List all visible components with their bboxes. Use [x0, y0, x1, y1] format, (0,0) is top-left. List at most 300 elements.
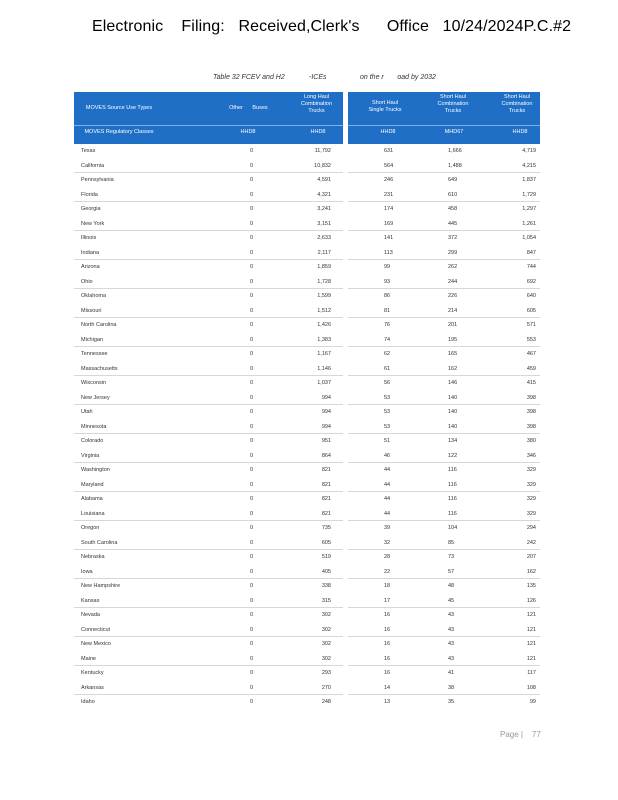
- state-name: Wisconsin: [81, 380, 107, 386]
- header-short-comb-2-l2: Combination: [501, 101, 533, 107]
- table-row: [348, 565, 540, 580]
- other-buses-value: 0: [250, 655, 254, 662]
- state-name: New Hampshire: [81, 583, 121, 589]
- long-haul-value: 1,426: [317, 322, 331, 328]
- short-haul-single-value: 16: [384, 670, 391, 676]
- other-buses-value: 0: [250, 452, 254, 459]
- short-haul-comb-value: 140: [448, 394, 458, 401]
- table-row: [348, 695, 540, 710]
- table-row: [74, 695, 343, 710]
- other-buses-value: 0: [250, 380, 254, 386]
- table-row: [348, 362, 540, 377]
- state-name: Maryland: [81, 481, 104, 488]
- table-row: [74, 521, 343, 536]
- state-name: Nebraska: [81, 554, 105, 560]
- short-haul-single-value: 86: [384, 293, 391, 299]
- state-name: Maine: [81, 655, 96, 662]
- long-haul-value: 3,151: [317, 220, 331, 227]
- short-haul-single-value: 44: [384, 510, 391, 517]
- state-name: Arkansas: [81, 684, 104, 691]
- table-row: [74, 333, 343, 348]
- header-short-single-l1: Short Haul: [372, 100, 398, 106]
- header-class-other: HHD8: [240, 129, 256, 135]
- table-row: [74, 173, 343, 188]
- short-haul-comb-2-value: 121: [526, 626, 536, 633]
- short-haul-comb-value: 372: [448, 235, 458, 241]
- short-haul-comb-2-value: 380: [526, 438, 536, 444]
- short-haul-comb-value: 43: [448, 612, 455, 618]
- short-haul-comb-2-value: 692: [526, 278, 536, 285]
- long-haul-value: 821: [321, 496, 331, 502]
- table-row: [74, 144, 343, 159]
- table-row: [348, 463, 540, 478]
- long-haul-value: 4,591: [317, 177, 331, 183]
- table-row: [348, 144, 540, 159]
- short-haul-comb-2-value: 467: [526, 351, 536, 357]
- state-name: Connecticut: [81, 626, 111, 633]
- table-row: [348, 608, 540, 623]
- long-haul-value: 4,321: [317, 191, 331, 198]
- short-haul-comb-2-value: 121: [526, 655, 536, 662]
- short-haul-comb-value: 122: [448, 452, 458, 459]
- long-haul-value: 1,383: [317, 336, 331, 343]
- long-haul-value: 821: [321, 481, 331, 488]
- other-buses-value: 0: [250, 481, 254, 488]
- table-row: [74, 434, 343, 449]
- other-buses-value: 0: [250, 307, 254, 314]
- short-haul-single-value: 13: [384, 699, 391, 705]
- long-haul-value: 1,167: [317, 351, 331, 357]
- short-haul-single-value: 76: [384, 322, 391, 328]
- short-haul-comb-2-value: 398: [526, 409, 536, 415]
- table-row: [348, 681, 540, 696]
- table-caption-fragment: -ICEs: [309, 74, 327, 81]
- other-buses-value: 0: [250, 568, 254, 575]
- short-haul-comb-2-value: 744: [526, 264, 536, 270]
- short-haul-comb-value: 43: [448, 641, 455, 647]
- table-row: [348, 420, 540, 435]
- other-buses-value: 0: [250, 496, 254, 502]
- table-row: [74, 652, 343, 667]
- state-name: Oregon: [81, 525, 100, 531]
- other-buses-value: 0: [250, 423, 254, 430]
- other-buses-value: 0: [250, 322, 254, 328]
- table-header-right: [348, 92, 540, 144]
- table-row: [348, 434, 540, 449]
- table-caption-fragment: on the r oad by 2032: [360, 74, 436, 81]
- short-haul-comb-value: 43: [448, 655, 455, 662]
- state-name: New Mexico: [81, 641, 111, 647]
- short-haul-comb-2-value: 1,729: [522, 191, 536, 198]
- short-haul-comb-2-value: 4,215: [522, 162, 536, 169]
- short-haul-comb-2-value: 1,261: [522, 220, 536, 227]
- state-name: Virginia: [81, 452, 100, 459]
- header-divider: [348, 125, 540, 126]
- short-haul-comb-value: 1,666: [448, 148, 462, 154]
- other-buses-value: 0: [250, 554, 254, 560]
- state-name: Missouri: [81, 307, 102, 314]
- header-other: Other: [229, 105, 243, 111]
- short-haul-comb-2-value: 1,837: [522, 177, 536, 183]
- short-haul-single-value: 631: [384, 148, 394, 154]
- short-haul-comb-2-value: 1,297: [522, 206, 536, 212]
- short-haul-single-value: 231: [384, 191, 394, 198]
- table-row: [348, 202, 540, 217]
- short-haul-comb-value: 35: [448, 699, 455, 705]
- short-haul-single-value: 44: [384, 481, 391, 488]
- header-long-haul-l2: Combination: [301, 101, 332, 107]
- other-buses-value: 0: [250, 510, 254, 517]
- short-haul-single-value: 16: [384, 626, 391, 633]
- short-haul-comb-2-value: 294: [526, 525, 536, 531]
- long-haul-value: 405: [321, 568, 331, 575]
- short-haul-single-value: 44: [384, 467, 391, 473]
- long-haul-value: 338: [321, 583, 331, 589]
- other-buses-value: 0: [250, 684, 254, 691]
- table-row: [74, 507, 343, 522]
- table-row: [74, 608, 343, 623]
- short-haul-comb-value: 458: [448, 206, 458, 212]
- short-haul-comb-value: 73: [448, 554, 455, 560]
- short-haul-comb-value: 299: [448, 249, 458, 256]
- state-name: Tennessee: [81, 351, 108, 357]
- short-haul-comb-2-value: 329: [526, 496, 536, 502]
- short-haul-comb-2-value: 398: [526, 423, 536, 430]
- short-haul-single-value: 62: [384, 351, 391, 357]
- short-haul-comb-value: 244: [448, 278, 458, 285]
- table-row: [348, 318, 540, 333]
- other-buses-value: 0: [250, 293, 254, 299]
- electronic-filing-stamp: Electronic Filing: Received,Clerk's Office 10/24/2024P.C.#2: [92, 18, 572, 35]
- short-haul-comb-value: 48: [448, 583, 455, 589]
- state-name: Utah: [81, 409, 93, 415]
- table-row: [74, 594, 343, 609]
- short-haul-comb-value: 162: [448, 365, 458, 372]
- short-haul-single-value: 564: [384, 162, 394, 169]
- state-name: Georgia: [81, 206, 101, 212]
- short-haul-comb-value: 195: [448, 336, 458, 343]
- short-haul-comb-value: 41: [448, 670, 455, 676]
- table-row: [348, 173, 540, 188]
- table-row: [74, 565, 343, 580]
- table-row: [348, 550, 540, 565]
- table-row: [74, 362, 343, 377]
- table-row: [74, 347, 343, 362]
- state-name: Iowa: [81, 568, 93, 575]
- short-haul-comb-value: 45: [448, 597, 455, 604]
- table-row: [348, 449, 540, 464]
- table-row: [348, 507, 540, 522]
- header-long-haul: [294, 94, 339, 115]
- header-class-comb: MHD67: [444, 129, 464, 135]
- short-haul-single-value: 113: [384, 249, 393, 256]
- other-buses-value: 0: [250, 220, 254, 227]
- state-name: Washington: [81, 467, 110, 473]
- header-short-single: [362, 100, 408, 114]
- table-header-left: [74, 92, 343, 144]
- table-row: [74, 318, 343, 333]
- state-name: North Carolina: [81, 322, 117, 328]
- state-name: Alabama: [81, 496, 103, 502]
- long-haul-value: 1,859: [317, 264, 331, 270]
- header-short-comb-2-l3: Trucks: [508, 108, 526, 114]
- header-short-single-l2: Single Trucks: [368, 107, 402, 113]
- other-buses-value: 0: [250, 641, 254, 647]
- short-haul-comb-2-value: 121: [526, 612, 536, 618]
- table-row: [348, 246, 540, 261]
- table-row: [348, 623, 540, 638]
- short-haul-comb-2-value: 135: [526, 583, 536, 589]
- table-body-left: [74, 144, 343, 710]
- table-row: [348, 492, 540, 507]
- other-buses-value: 0: [250, 699, 254, 705]
- short-haul-single-value: 99: [384, 264, 391, 270]
- table-row: [74, 666, 343, 681]
- table-row: [348, 304, 540, 319]
- short-haul-comb-2-value: 242: [526, 539, 536, 546]
- short-haul-single-value: 16: [384, 612, 391, 618]
- other-buses-value: 0: [250, 351, 254, 357]
- long-haul-value: 2,633: [317, 235, 331, 241]
- short-haul-single-value: 53: [384, 423, 391, 430]
- state-name: Idaho: [81, 699, 95, 705]
- short-haul-comb-value: 445: [448, 220, 458, 227]
- table-row: [348, 521, 540, 536]
- short-haul-single-value: 53: [384, 409, 391, 415]
- other-buses-value: 0: [250, 597, 254, 604]
- short-haul-comb-2-value: 108: [526, 684, 536, 691]
- other-buses-value: 0: [250, 177, 254, 183]
- table-row: [348, 637, 540, 652]
- table-row: [74, 231, 343, 246]
- table-row: [348, 260, 540, 275]
- short-haul-single-value: 18: [384, 583, 391, 589]
- other-buses-value: 0: [250, 670, 254, 676]
- short-haul-single-value: 74: [384, 336, 391, 343]
- table-row: [74, 391, 343, 406]
- other-buses-value: 0: [250, 467, 254, 473]
- short-haul-comb-2-value: 329: [526, 467, 536, 473]
- long-haul-value: 315: [321, 597, 331, 604]
- long-haul-value: 302: [321, 655, 331, 662]
- table-body-right: [348, 144, 540, 710]
- table-caption: Table 32 FCEV and H2: [213, 74, 285, 81]
- table-row: [74, 304, 343, 319]
- table-row: [348, 391, 540, 406]
- short-haul-single-value: 61: [384, 365, 391, 372]
- header-short-comb: [430, 94, 476, 115]
- short-haul-single-value: 16: [384, 655, 391, 662]
- other-buses-value: 0: [250, 206, 254, 212]
- short-haul-single-value: 174: [384, 206, 394, 212]
- long-haul-value: 1,728: [317, 278, 331, 285]
- short-haul-comb-2-value: 329: [526, 510, 536, 517]
- table-row: [74, 478, 343, 493]
- short-haul-comb-value: 165: [448, 351, 458, 357]
- table-row: [348, 376, 540, 391]
- short-haul-comb-2-value: 1,054: [522, 235, 536, 241]
- long-haul-value: 1,599: [317, 293, 331, 299]
- short-haul-single-value: 28: [384, 554, 391, 560]
- short-haul-comb-value: 201: [448, 322, 458, 328]
- short-haul-single-value: 32: [384, 539, 391, 546]
- long-haul-value: 951: [321, 438, 331, 444]
- short-haul-comb-value: 116: [448, 481, 457, 488]
- state-name: Kentucky: [81, 670, 104, 676]
- long-haul-value: 2,117: [317, 249, 331, 256]
- table-row: [74, 492, 343, 507]
- short-haul-comb-2-value: 553: [526, 336, 536, 343]
- short-haul-comb-value: 134: [448, 438, 458, 444]
- table-row: [74, 550, 343, 565]
- other-buses-value: 0: [250, 191, 254, 198]
- header-short-comb-2-l1: Short Haul: [504, 94, 530, 100]
- table-row: [348, 275, 540, 290]
- long-haul-value: 735: [321, 525, 331, 531]
- long-haul-value: 994: [321, 423, 331, 430]
- page-number: Page | 77: [500, 730, 541, 739]
- other-buses-value: 0: [250, 278, 254, 285]
- table-row: [74, 681, 343, 696]
- short-haul-comb-2-value: 121: [526, 641, 536, 647]
- state-name: Texas: [81, 148, 96, 154]
- long-haul-value: 1,512: [317, 307, 331, 314]
- short-haul-comb-value: 1,488: [448, 162, 462, 169]
- header-divider: [74, 125, 343, 126]
- short-haul-comb-2-value: 847: [526, 249, 536, 256]
- state-name: Florida: [81, 191, 98, 198]
- table-row: [74, 420, 343, 435]
- header-short-comb-l1: Short Haul: [440, 94, 466, 100]
- table-row: [74, 260, 343, 275]
- short-haul-comb-2-value: 117: [527, 670, 536, 676]
- short-haul-single-value: 22: [384, 568, 391, 575]
- table-row: [348, 536, 540, 551]
- long-haul-value: 248: [321, 699, 331, 705]
- state-name: Ohio: [81, 278, 93, 285]
- other-buses-value: 0: [250, 626, 254, 633]
- state-name: Minnesota: [81, 423, 107, 430]
- table-row: [74, 405, 343, 420]
- table-row: [348, 217, 540, 232]
- state-name: Illinois: [81, 235, 97, 241]
- header-long-haul-l1: Long Haul: [303, 94, 330, 100]
- short-haul-comb-value: 104: [448, 525, 458, 531]
- other-buses-value: 0: [250, 249, 254, 256]
- long-haul-value: 270: [321, 684, 331, 691]
- table-row: [74, 289, 343, 304]
- short-haul-comb-value: 38: [448, 684, 455, 691]
- table-row: [348, 579, 540, 594]
- table-row: [74, 463, 343, 478]
- long-haul-value: 1,146: [317, 365, 331, 372]
- state-name: Pennsylvania: [81, 177, 114, 183]
- short-haul-comb-value: 116: [448, 496, 457, 502]
- short-haul-single-value: 14: [384, 684, 391, 691]
- other-buses-value: 0: [250, 264, 254, 270]
- short-haul-comb-2-value: 99: [529, 699, 536, 705]
- short-haul-comb-value: 226: [448, 293, 458, 299]
- state-name: California: [81, 162, 105, 169]
- header-short-comb-l3: Trucks: [444, 108, 462, 114]
- short-haul-single-value: 56: [384, 380, 391, 386]
- short-haul-comb-value: 262: [448, 264, 458, 270]
- table-row: [74, 159, 343, 174]
- other-buses-value: 0: [250, 409, 254, 415]
- short-haul-comb-value: 57: [448, 568, 455, 575]
- short-haul-comb-2-value: 398: [526, 394, 536, 401]
- short-haul-comb-value: 140: [448, 423, 458, 430]
- other-buses-value: 0: [250, 365, 254, 372]
- short-haul-comb-value: 649: [448, 177, 458, 183]
- header-class-single: HHD8: [380, 129, 396, 135]
- short-haul-comb-value: 43: [448, 626, 455, 633]
- short-haul-comb-2-value: 207: [526, 554, 536, 560]
- other-buses-value: 0: [250, 539, 254, 546]
- long-haul-value: 821: [321, 467, 331, 473]
- state-name: New Jersey: [81, 394, 110, 401]
- long-haul-value: 302: [321, 626, 331, 633]
- header-regulatory-classes: MOVES Regulatory Classes: [84, 129, 154, 135]
- table-row: [348, 594, 540, 609]
- state-name: New York: [81, 220, 105, 227]
- state-name: Arizona: [81, 264, 100, 270]
- long-haul-value: 605: [321, 539, 331, 546]
- short-haul-single-value: 169: [384, 220, 394, 227]
- other-buses-value: 0: [250, 162, 254, 169]
- long-haul-value: 11,792: [314, 148, 331, 154]
- other-buses-value: 0: [250, 394, 254, 401]
- other-buses-value: 0: [250, 438, 254, 444]
- short-haul-single-value: 53: [384, 394, 391, 401]
- long-haul-value: 302: [321, 641, 331, 647]
- table-row: [74, 246, 343, 261]
- header-short-comb-l2: Combination: [437, 101, 469, 107]
- table-row: [74, 536, 343, 551]
- table-row: [74, 623, 343, 638]
- other-buses-value: 0: [250, 336, 254, 343]
- short-haul-comb-2-value: 329: [526, 481, 536, 488]
- short-haul-comb-2-value: 605: [526, 307, 536, 314]
- table-row: [74, 275, 343, 290]
- table-row: [348, 478, 540, 493]
- short-haul-comb-2-value: 126: [526, 597, 536, 604]
- short-haul-comb-value: 610: [448, 191, 458, 198]
- state-name: Michigan: [81, 336, 104, 343]
- long-haul-value: 293: [321, 670, 331, 676]
- table-row: [348, 333, 540, 348]
- state-name: Indiana: [81, 249, 100, 256]
- long-haul-value: 864: [321, 452, 331, 459]
- header-source-use-types: MOVES Source Use Types: [85, 105, 153, 111]
- table-row: [348, 159, 540, 174]
- table-row: [348, 289, 540, 304]
- long-haul-value: 10,832: [314, 162, 331, 169]
- long-haul-value: 1,037: [317, 380, 331, 386]
- state-name: Nevada: [81, 612, 100, 618]
- long-haul-value: 302: [321, 612, 331, 618]
- table-row: [74, 188, 343, 203]
- long-haul-value: 821: [321, 510, 331, 517]
- short-haul-comb-2-value: 4,719: [522, 148, 536, 154]
- short-haul-single-value: 17: [384, 597, 391, 604]
- short-haul-comb-value: 85: [448, 539, 455, 546]
- short-haul-single-value: 39: [384, 525, 391, 531]
- short-haul-comb-2-value: 459: [526, 365, 536, 372]
- state-name: Massachusetts: [81, 365, 118, 372]
- table-row: [74, 637, 343, 652]
- other-buses-value: 0: [250, 525, 254, 531]
